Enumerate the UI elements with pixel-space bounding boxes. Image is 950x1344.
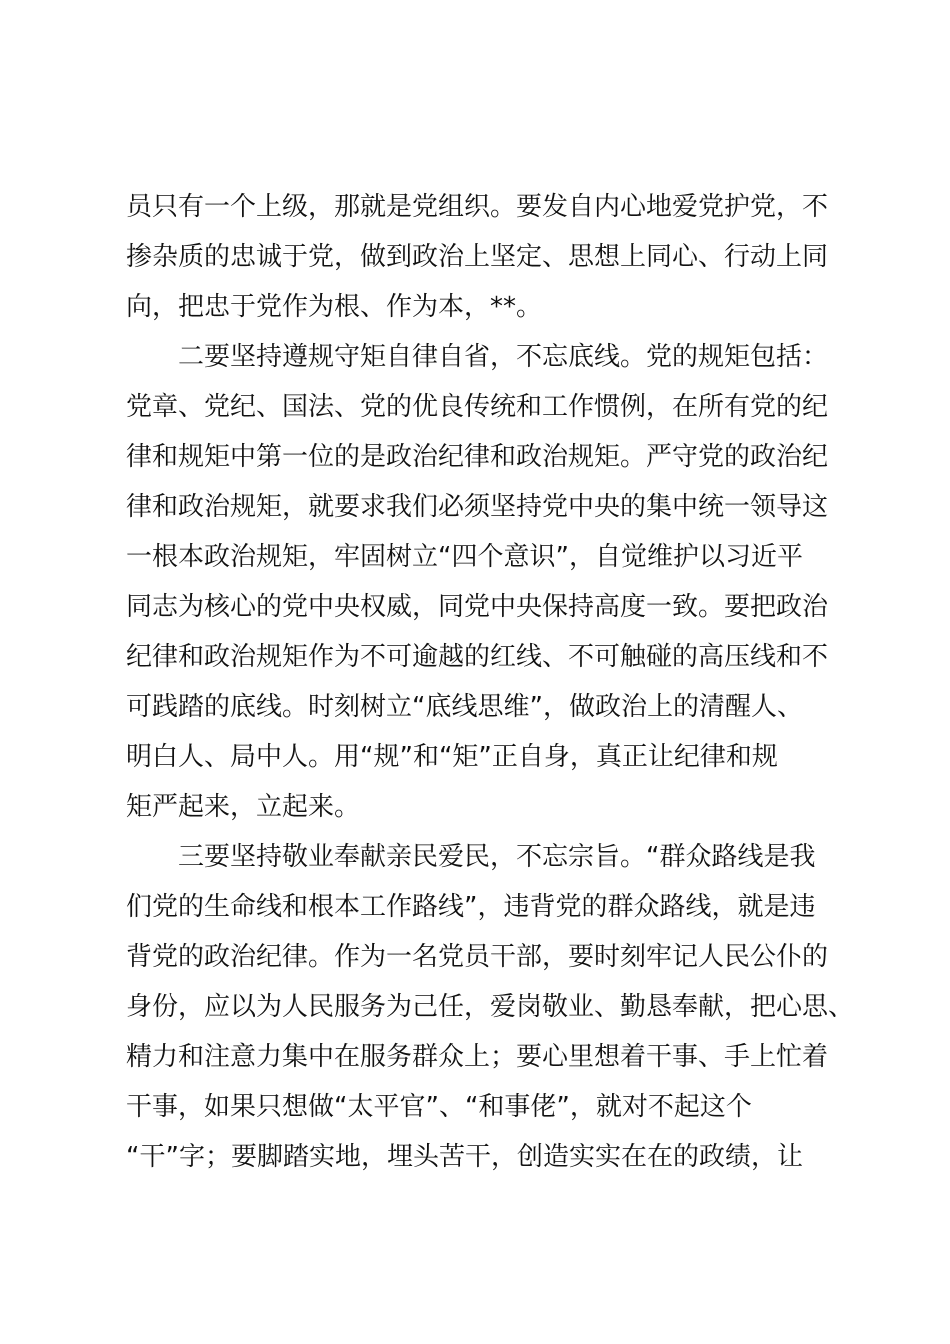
text-line: 律和政治规矩，就要求我们必须坚持党中央的集中统一领导这: [126, 492, 829, 522]
text-line: 背党的政治纪律。作为一名党员干部，要时刻牢记人民公仆的: [126, 942, 829, 972]
text-line: 精力和注意力集中在服务群众上；要心里想着干事、手上忙着: [126, 1042, 829, 1072]
text-line: 纪律和政治规矩作为不可逾越的红线、不可触碰的高压线和不: [126, 642, 829, 672]
text-line: “干”字；要脚踏实地，埋头苦干，创造实实在在的政绩，让: [126, 1142, 803, 1172]
text-line: 二要坚持遵规守矩自律自省，不忘底线。党的规矩包括：: [126, 342, 829, 372]
text-line: 可践踏的底线。时刻树立“底线思维”，做政治上的清醒人、: [126, 692, 803, 722]
text-line: 律和规矩中第一位的是政治纪律和政治规矩。严守党的政治纪: [126, 442, 829, 472]
text-line: 掺杂质的忠诚于党，做到政治上坚定、思想上同心、行动上同: [126, 242, 829, 272]
body-text: [126, 182, 855, 1182]
text-line: 向，把忠于党作为根、作为本，**。: [126, 292, 543, 322]
text-line: 党章、党纪、国法、党的优良传统和工作惯例，在所有党的纪: [126, 392, 829, 422]
text-line: 们党的生命线和根本工作路线”，违背党的群众路线，就是违: [126, 892, 816, 922]
text-line: 一根本政治规矩，牢固树立“四个意识”，自觉维护以习近平: [126, 542, 803, 572]
text-line: 员只有一个上级，那就是党组织。要发自内心地爱党护党，不: [126, 192, 829, 222]
text-line: 干事，如果只想做“太平官”、“和事佬”，就对不起这个: [126, 1092, 752, 1122]
text-line: 同志为核心的党中央权威，同党中央保持高度一致。要把政治: [126, 592, 829, 622]
text-line: 明白人、局中人。用“规”和“矩”正自身，真正让纪律和规: [126, 742, 778, 772]
text-line: 三要坚持敬业奉献亲民爱民，不忘宗旨。“群众路线是我: [126, 842, 816, 872]
text-line: 身份，应以为人民服务为己任，爱岗敬业、勤恳奉献，把心思、: [126, 992, 855, 1022]
text-line: 矩严起来，立起来。: [126, 792, 361, 822]
